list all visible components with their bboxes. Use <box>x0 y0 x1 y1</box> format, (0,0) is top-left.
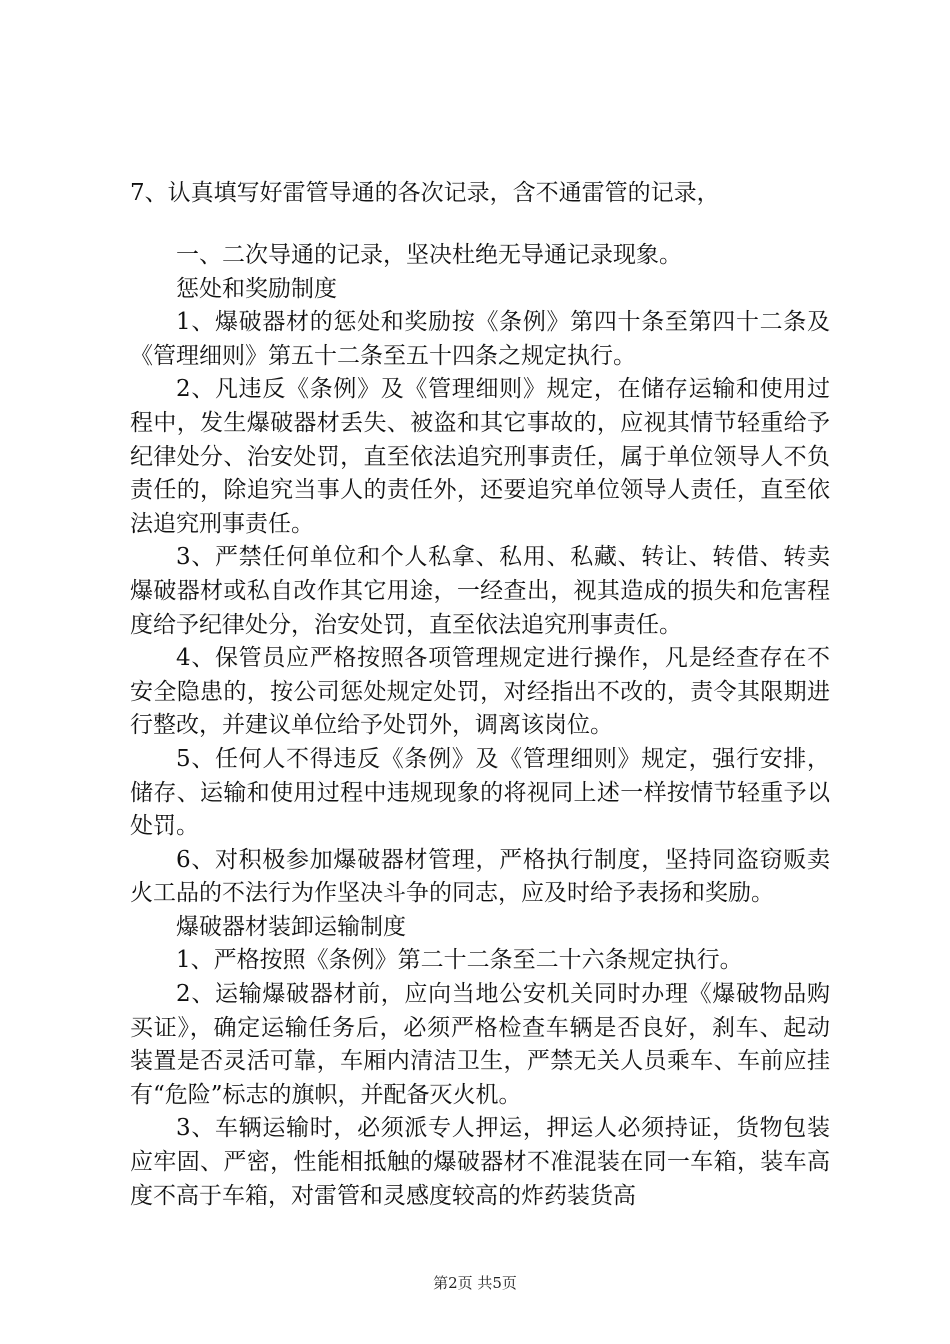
paragraph-penalty-5: 5、任何人不得违反《条例》及《管理细则》规定，强行安排，储存、运输和使用过程中违规现象的将视同上述一样按情节轻重予以处罚。 <box>130 745 830 840</box>
section-heading-transport: 爆破器材装卸运输制度 <box>176 913 406 940</box>
paragraph-penalty-3: 3、严禁任何单位和个人私拿、私用、私藏、转让、转借、转卖爆破器材或私自改作其它用途，一经查出，视其造成的损失和危害程度给予纪律处分，治安处罚，直至依法追究刑事责任。 <box>130 544 830 638</box>
lead-item-7: 7、认真填写好雷管导通的各次记录，含不通雷管的记录， <box>130 180 720 206</box>
section-heading-penalty-reward: 惩处和奖励制度 <box>176 275 337 302</box>
paragraph-penalty-2: 2、凡违反《条例》及《管理细则》规定，在储存运输和使用过程中，发生爆破器材丢失、被盗和其它事故的，应视其情节轻重给予纪律处分、治安处罚，直至依法追究刑事责任，属于单位领导人不负责任的，除追究当事人的责任外，还要追究单位领导人责任，直至依法追究刑事责任。 <box>130 376 830 537</box>
paragraph-transport-1: 1、严格按照《条例》第二十二条至二十六条规定执行。 <box>176 947 743 974</box>
paragraph-transport-3: 3、车辆运输时，必须派专人押运，押运人必须持证，货物包装应牢固、严密，性能相抵触的爆破器材不准混装在同一车箱，装车高度不高于车箱，对雷管和灵感度较高的炸药装货高 <box>130 1115 830 1209</box>
page-footer: 第2页 共5页 <box>433 1274 517 1292</box>
paragraph-penalty-4: 4、保管员应严格按照各项管理规定进行操作，凡是经查存在不安全隐患的，按公司惩处规定处罚，对经指出不改的，责令其限期进行整改，并建议单位给予处罚外，调离该岗位。 <box>130 645 830 739</box>
paragraph-transport-2: 2、运输爆破器材前，应向当地公安机关同时办理《爆破物品购买证》，确定运输任务后，必须严格检查车辆是否良好，刹车、起动装置是否灵活可靠，车厢内清洁卫生，严禁无关人员乘车、车前应挂有“危险”标志的旗帜，并配备灭火机。 <box>130 981 830 1108</box>
document-body <box>130 239 830 1213</box>
paragraph-penalty-6: 6、对积极参加爆破器材管理，严格执行制度，坚持同盗窃贩卖火工品的不法行为作坚决斗争的同志，应及时给予表扬和奖励。 <box>130 846 830 907</box>
paragraph-penalty-1: 1、爆破器材的惩处和奖励按《条例》第四十条至第四十二条及《管理细则》第五十二条至五十四条之规定执行。 <box>130 309 830 369</box>
paragraph-double-test-record: 一、二次导通的记录，坚决杜绝无导通记录现象。 <box>176 242 682 268</box>
